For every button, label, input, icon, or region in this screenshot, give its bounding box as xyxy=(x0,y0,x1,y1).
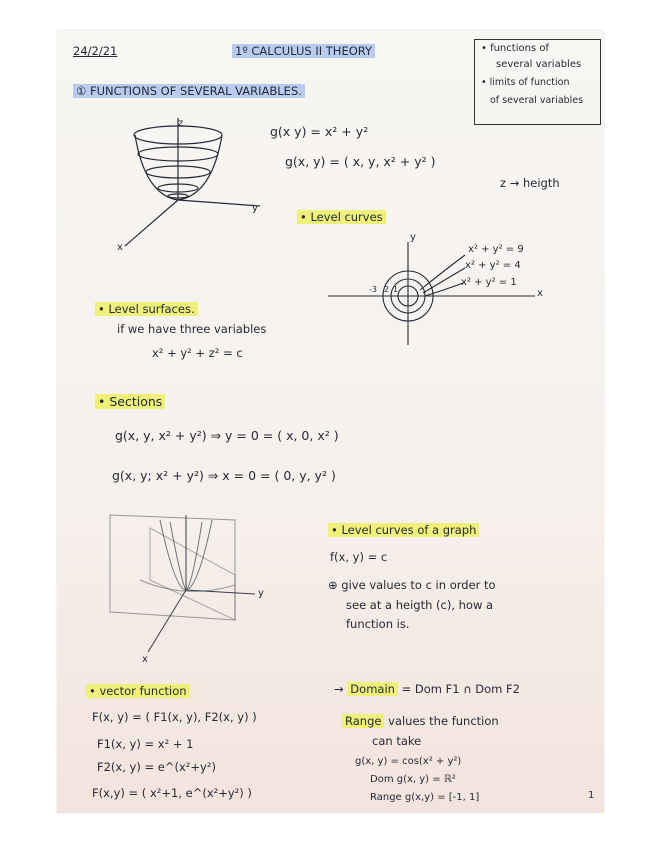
level-surfaces-eq: x² + y² + z² = c xyxy=(152,346,243,360)
sec-x-label: x xyxy=(142,654,148,665)
range-eq1: g(x, y) = cos(x² + y²) xyxy=(355,756,462,767)
vector-heading xyxy=(86,684,190,698)
level-graph-desc-3: function is. xyxy=(346,617,410,631)
range-label: Range xyxy=(342,714,384,728)
domain-line xyxy=(334,682,520,696)
lc-y-label: y xyxy=(410,232,416,243)
range-desc: values the function xyxy=(388,714,499,728)
z-height: z → heigth xyxy=(500,176,560,190)
page-number: 1 xyxy=(588,790,595,801)
vector-eq2: F1(x, y) = x² + 1 xyxy=(97,737,194,751)
level-curves-text: • Level curves xyxy=(297,210,386,224)
lc-num-3: -3 xyxy=(369,285,377,294)
range-desc-2: can take xyxy=(372,734,422,748)
vector-eq1: F(x, y) = ( F1(x, y), F2(x, y) ) xyxy=(92,710,257,724)
title-text: 1º CALCULUS II THEORY xyxy=(232,44,375,58)
topic-line-2: several variables xyxy=(496,59,582,70)
lc-x-label: x xyxy=(537,288,543,299)
curve-label-4: x² + y² = 4 xyxy=(465,260,521,271)
vector-eq4: F(x,y) = ( x²+1, e^(x²+y²) ) xyxy=(92,786,252,800)
eq-g: g(x y) = x² + y² xyxy=(270,124,369,139)
lc-num-1: 1 xyxy=(393,285,399,294)
domain-eq: = Dom F1 ∩ Dom F2 xyxy=(401,682,520,696)
level-surfaces-text: • Level surfaces. xyxy=(95,302,198,316)
z-label: z xyxy=(178,118,184,129)
level-graph-text: • Level curves of a graph xyxy=(328,523,479,537)
lc-num-2: 2 xyxy=(384,285,390,294)
domain-arrow: → xyxy=(334,682,344,696)
level-graph-eq: f(x, y) = c xyxy=(330,550,388,564)
level-graph-desc-2: see at a heigth (c), how a xyxy=(346,598,494,612)
y-label: y xyxy=(252,203,258,214)
level-graph-desc-1: ⊕ give values to c in order to xyxy=(328,578,496,592)
sections-eq1: g(x, y, x² + y²) ⇒ y = 0 = ( x, 0, x² ) xyxy=(115,428,339,443)
range-line xyxy=(342,714,499,728)
domain-label: Domain xyxy=(347,682,398,696)
curve-label-1: x² + y² = 1 xyxy=(461,277,517,288)
x-label: x xyxy=(117,242,123,253)
sections-text: • Sections xyxy=(95,394,165,409)
sections-eq2: g(x, y; x² + y²) ⇒ x = 0 = ( 0, y, y² ) xyxy=(112,468,336,483)
curve-label-9: x² + y² = 9 xyxy=(468,244,524,255)
vector-eq3: F2(x, y) = e^(x²+y²) xyxy=(97,760,216,774)
vector-heading-text: • vector function xyxy=(86,684,190,698)
eq-g-tuple: g(x, y) = ( x, y, x² + y² ) xyxy=(285,154,436,169)
level-surfaces-desc: if we have three variables xyxy=(117,322,267,336)
topic-line-3: • limits of function xyxy=(481,77,570,88)
date: 24/2/21 xyxy=(73,44,118,58)
topic-line-1: • functions of xyxy=(481,43,549,54)
range-eq2: Dom g(x, y) = ℝ² xyxy=(370,774,456,785)
section-heading-text: ① FUNCTIONS OF SEVERAL VARIABLES. xyxy=(73,84,305,98)
level-graph-heading xyxy=(328,523,479,537)
sec-y-label: y xyxy=(258,588,264,599)
range-eq3: Range g(x,y) = [-1, 1] xyxy=(370,792,480,803)
topic-line-4: of several variables xyxy=(490,95,584,106)
